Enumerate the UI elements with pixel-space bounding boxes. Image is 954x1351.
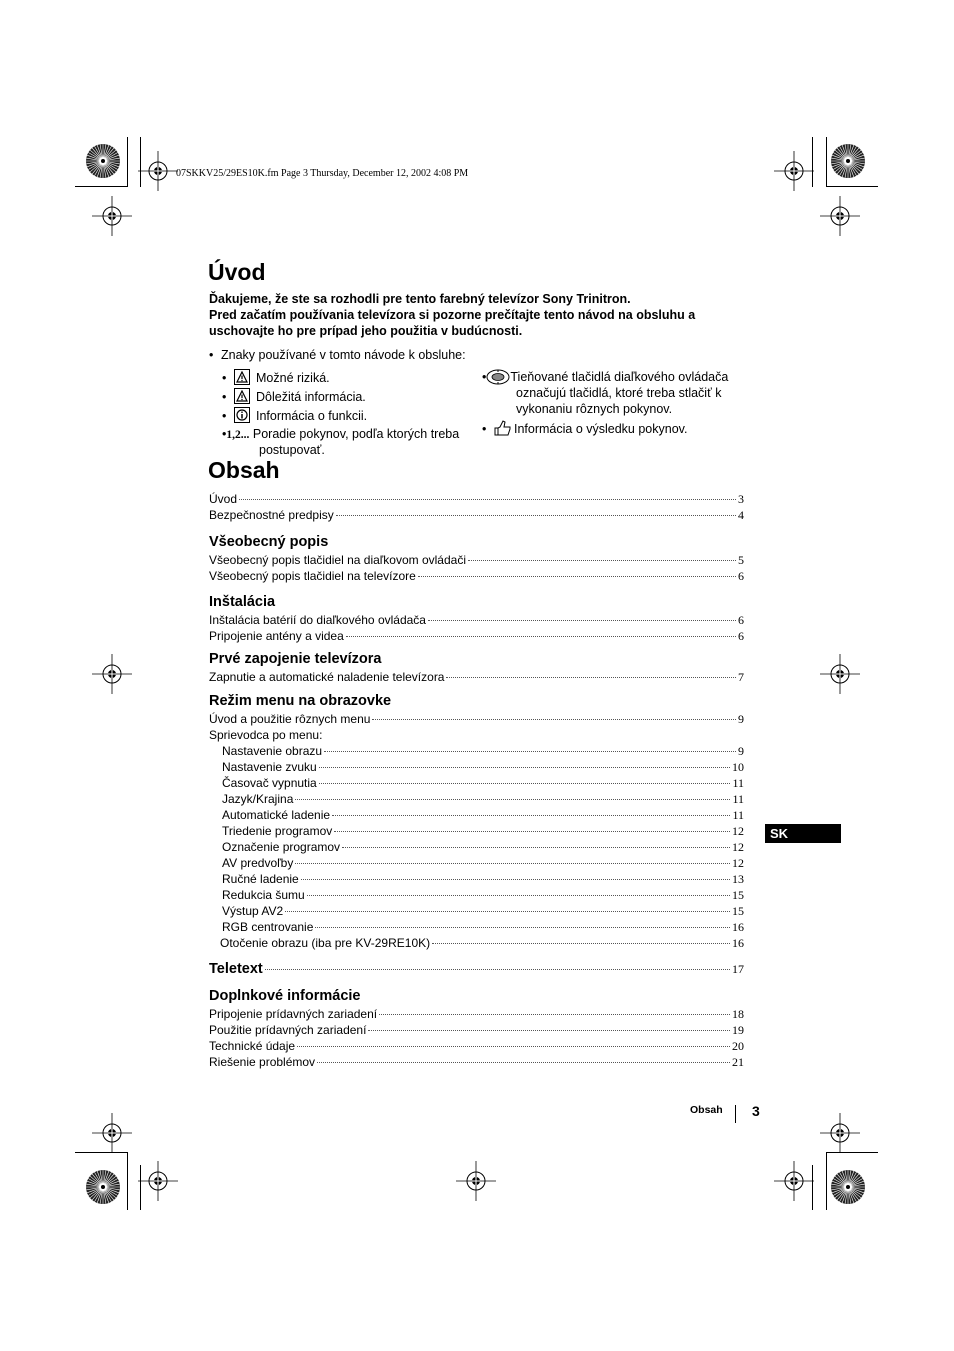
toc-row-teletext[interactable]: Teletext 17 bbox=[209, 961, 744, 977]
toc-row[interactable]: Bezpečnostné predpisy 4 bbox=[209, 508, 744, 522]
crop-line bbox=[826, 1152, 827, 1210]
star-target-icon bbox=[85, 143, 121, 179]
symbol-item-steps: •1,2... Poradie pokynov, podľa ktorých treba bbox=[222, 427, 460, 441]
symbols-intro: • Znaky používané v tomto návode k obsluhe: bbox=[209, 348, 466, 362]
intro-line: Ďakujeme, že ste sa rozhodli pre tento farebný televízor Sony Trinitron. bbox=[209, 292, 631, 306]
toc-row[interactable]: Pripojenie antény a videa 6 bbox=[209, 629, 744, 643]
shaded-button-icon bbox=[486, 369, 510, 385]
toc-row-sub[interactable]: Redukcia šumu 15 bbox=[222, 888, 744, 902]
crop-line bbox=[127, 1152, 128, 1210]
registration-target-icon bbox=[92, 1113, 132, 1153]
registration-target-icon bbox=[774, 151, 814, 191]
toc-teletext bbox=[209, 959, 744, 979]
toc-section-title: Doplnkové informácie bbox=[209, 988, 361, 1004]
crop-line bbox=[826, 186, 878, 187]
toc-row-sub[interactable]: RGB centrovanie 16 bbox=[222, 920, 744, 934]
toc-row-sub[interactable]: Nastavenie obrazu 9 bbox=[222, 744, 744, 758]
registration-target-icon bbox=[92, 654, 132, 694]
registration-target-icon bbox=[774, 1161, 814, 1201]
symbol-item-steps-cont: postupovať. bbox=[259, 443, 325, 457]
toc-row[interactable]: Všeobecný popis tlačidiel na diaľkovom ovládači 5 bbox=[209, 553, 744, 567]
toc-row[interactable]: Pripojenie prídavných zariadení 18 bbox=[209, 1007, 744, 1021]
registration-target-icon bbox=[138, 1161, 178, 1201]
registration-target-icon bbox=[456, 1161, 496, 1201]
registration-target-icon bbox=[820, 196, 860, 236]
toc-section bbox=[209, 986, 744, 1070]
toc-row[interactable]: Úvod 3 bbox=[209, 492, 744, 506]
registration-target-icon bbox=[92, 196, 132, 236]
symbol-item: • Možné riziká. bbox=[222, 371, 330, 385]
intro-line: uschovajte ho pre prípad jeho použitia v budúcnosti. bbox=[209, 324, 523, 338]
toc-section bbox=[209, 532, 744, 584]
toc-row-sub[interactable]: Jazyk/Krajina 11 bbox=[222, 792, 744, 806]
registration-target-icon bbox=[138, 151, 178, 191]
toc-row-sub[interactable]: Označenie programov 12 bbox=[222, 840, 744, 854]
page-title-obsah: Obsah bbox=[208, 457, 280, 483]
toc-section bbox=[209, 592, 744, 644]
crop-line bbox=[75, 186, 127, 187]
symbol-item-shaded: • Tieňované tlačidlá diaľkového ovládača bbox=[482, 370, 729, 384]
crop-line bbox=[75, 1152, 127, 1153]
symbol-item: • Informácia o funkcii. bbox=[222, 409, 368, 423]
toc-section-title: Režim menu na obrazovke bbox=[209, 693, 392, 709]
toc-row-sub[interactable]: Otočenie obrazu (iba pre KV-29RE10K) 16 bbox=[220, 936, 744, 950]
toc-guide-label: Sprievodca po menu: bbox=[209, 728, 323, 742]
page-number: 3 bbox=[752, 1103, 760, 1119]
toc-top bbox=[209, 491, 744, 523]
intro-line: Pred začatím používania televízora si pozorne prečítajte tento návod na obsluhu a bbox=[209, 308, 696, 322]
star-target-icon bbox=[830, 1169, 866, 1205]
toc-row[interactable]: Riešenie problémov 21 bbox=[209, 1055, 744, 1069]
crop-line bbox=[826, 1152, 878, 1153]
toc-row-sub[interactable]: AV predvoľby 12 bbox=[222, 856, 744, 870]
toc-section-title: Všeobecný popis bbox=[209, 534, 329, 550]
warning-triangle-icon bbox=[234, 369, 250, 385]
symbol-text-cont: vykonaniu rôznych pokynov. bbox=[516, 402, 673, 416]
star-target-icon bbox=[85, 1169, 121, 1205]
toc-row-sub[interactable]: Časovač vypnutia 11 bbox=[222, 776, 744, 790]
footer-divider bbox=[735, 1105, 736, 1123]
registration-target-icon bbox=[820, 654, 860, 694]
symbol-item: • Dôležitá informácia. bbox=[222, 390, 366, 404]
footer-section: Obsah bbox=[690, 1104, 723, 1116]
toc-row-sub[interactable]: Výstup AV2 15 bbox=[222, 904, 744, 918]
toc-section-title: Inštalácia bbox=[209, 594, 276, 610]
toc-row-sub[interactable]: Automatické ladenie 11 bbox=[222, 808, 744, 822]
symbol-text-cont: označujú tlačidlá, ktoré treba stlačiť k bbox=[516, 386, 722, 400]
file-header: 07SKKV25/29ES10K.fm Page 3 Thursday, December 12, 2002 4:08 PM bbox=[176, 168, 469, 179]
toc-row[interactable]: Úvod a použitie rôznych menu 9 bbox=[209, 712, 744, 726]
warning-triangle-icon bbox=[234, 388, 250, 404]
language-tab: SK bbox=[765, 824, 841, 843]
crop-line bbox=[127, 137, 128, 187]
thumbs-up-icon bbox=[494, 420, 514, 436]
crop-line bbox=[826, 137, 827, 187]
intro-paragraph bbox=[209, 291, 749, 339]
registration-target-icon bbox=[820, 1113, 860, 1153]
toc-row[interactable]: Zapnutie a automatické naladenie televízora 7 bbox=[209, 670, 744, 684]
toc-section bbox=[209, 649, 744, 685]
page-title-uvod: Úvod bbox=[208, 259, 266, 285]
toc-row-sub[interactable]: Triedenie programov 12 bbox=[222, 824, 744, 838]
toc-row-sub[interactable]: Nastavenie zvuku 10 bbox=[222, 760, 744, 774]
star-target-icon bbox=[830, 143, 866, 179]
toc-row[interactable]: Všeobecný popis tlačidiel na televízore 6 bbox=[209, 569, 744, 583]
toc-row[interactable]: Technické údaje 20 bbox=[209, 1039, 744, 1053]
toc-row[interactable]: Inštalácia batérií do diaľkového ovládača 6 bbox=[209, 613, 744, 627]
toc-row[interactable]: Použitie prídavných zariadení 19 bbox=[209, 1023, 744, 1037]
symbol-item-result: • Informácia o výsledku pokynov. bbox=[482, 422, 688, 436]
toc-section bbox=[209, 691, 744, 951]
toc-section-title: Prvé zapojenie televízora bbox=[209, 651, 382, 667]
toc-row-sub[interactable]: Ručné ladenie 13 bbox=[222, 872, 744, 886]
info-icon bbox=[234, 407, 250, 423]
